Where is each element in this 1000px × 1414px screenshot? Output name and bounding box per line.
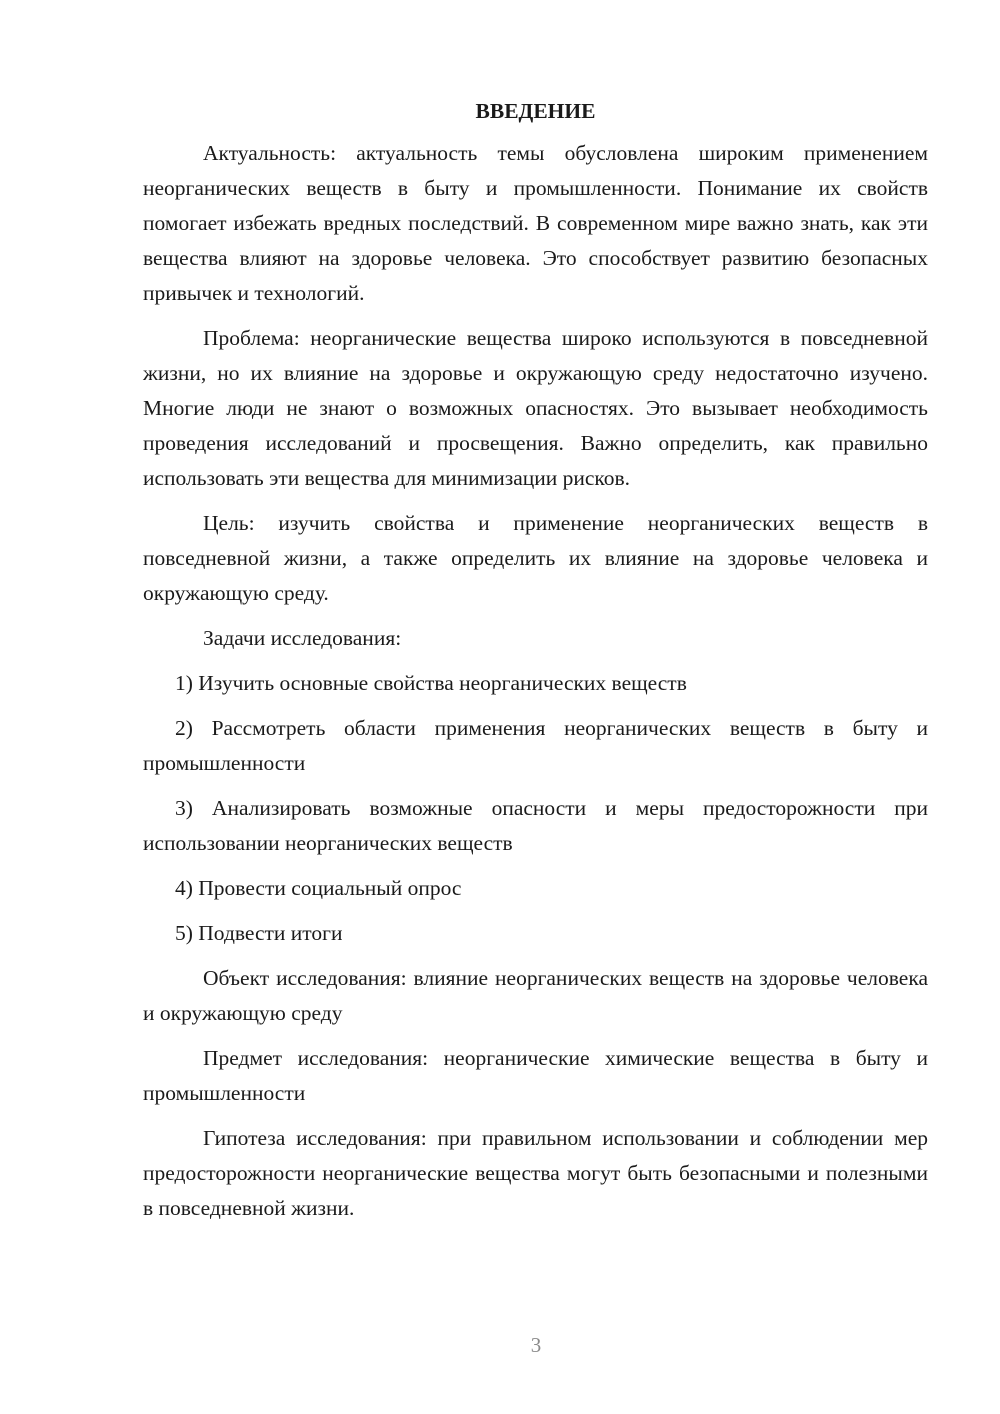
goal-paragraph: Цель: изучить свойства и применение неорганических веществ в повседневной жизни, а также определить их влияние на здоровье человека и окружающую среду. (143, 511, 928, 605)
object-paragraph: Объект исследования: влияние неорганических веществ на здоровье человека и окружающую среду (143, 966, 928, 1025)
task-item-5: 5) Подвести итоги (175, 921, 343, 945)
document-body (143, 96, 928, 1236)
hypothesis-paragraph: Гипотеза исследования: при правильном использовании и соблюдении мер предосторожности неорганические вещества могут быть безопасными и полезными в повседневной жизни. (143, 1126, 928, 1220)
task-item-1: 1) Изучить основные свойства неорганических веществ (175, 671, 687, 695)
task-item-3: 3) Анализировать возможные опасности и меры предосторожности при использовании неорганических веществ (143, 796, 928, 855)
tasks-list (143, 666, 928, 951)
task-item-2: 2) Рассмотреть области применения неорганических веществ в быту и промышленности (143, 716, 928, 775)
section-title: ВВЕДЕНИЕ (475, 99, 596, 123)
problem-paragraph: Проблема: неорганические вещества широко используются в повседневной жизни, но их влияние на здоровье и окружающую среду недостаточно изучено. Многие люди не знают о возможных опасностях. Это вызывает необходимость проведения исследований и просвещения. Важно определить, как правильно использовать эти вещества для минимизации рисков. (143, 326, 928, 490)
tasks-heading: Задачи исследования: (203, 626, 402, 650)
page-number: 3 (530, 1333, 542, 1357)
subject-paragraph: Предмет исследования: неорганические химические вещества в быту и промышленности (143, 1046, 928, 1105)
task-item-4: 4) Провести социальный опрос (175, 876, 462, 900)
relevance-paragraph: Актуальность: актуальность темы обусловлена широким применением неорганических веществ в быту и промышленности. Понимание их свойств помогает избежать вредных последствий. В современном мире важно знать, как эти вещества влияют на здоровье человека. Это способствует развитию безопасных привычек и технологий. (143, 141, 928, 305)
